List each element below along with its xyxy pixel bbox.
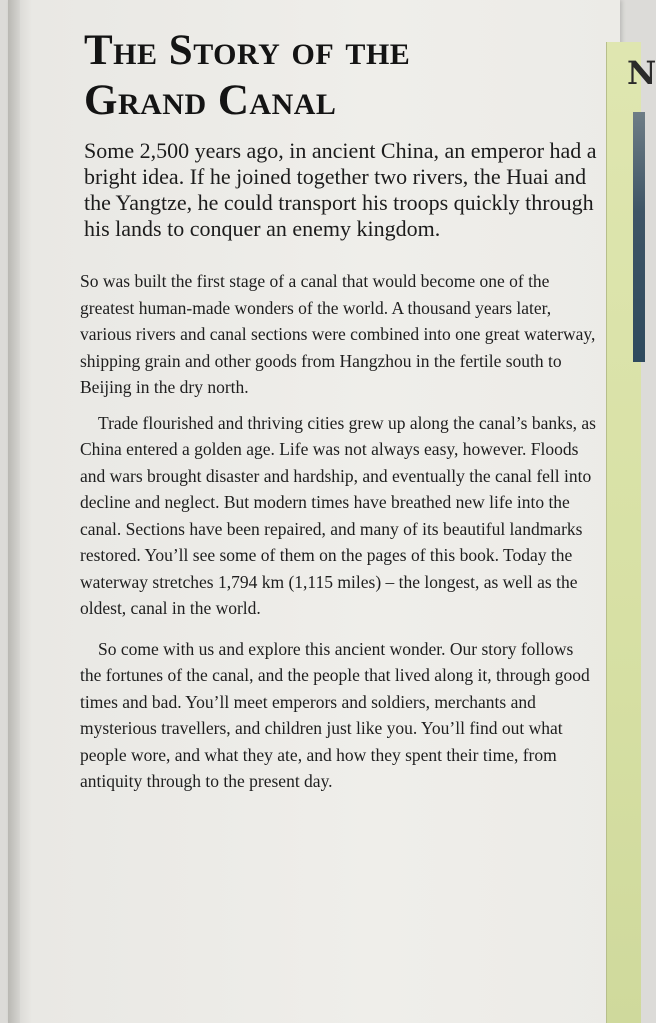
title-line-1: The Story of the — [84, 27, 411, 74]
page-gutter — [8, 0, 20, 1023]
title-line-2: Grand Canal — [84, 77, 337, 124]
body-paragraph-1: So was built the first stage of a canal that would become one of the greatest human-made wonders of the world. A thousand years later, various rivers and canal sections were combined into one great waterway, shipping grain and other goods from Hangzhou in the fertile south to Beijing in the dry north. — [80, 271, 596, 397]
intro-paragraph: Some 2,500 years ago, in ancient China, an emperor had a bright idea. If he joined together two rivers, the Huai and the Yangtze, he could transport his troops quickly through his lands to conquer an enemy kingdom. — [84, 138, 597, 241]
article — [74, 26, 599, 795]
next-page-edge — [606, 42, 656, 1023]
body-paragraph-2: Trade flourished and thriving cities grew up along the canal’s banks, as China entered a golden age. Life was not always easy, however. Floods and wars brought disaster and hardship, and eventually the canal fell into decline and neglect. But modern times have breathed new life into the canal. Sections have been repaired, and many of its beautiful landmarks restored. You’ll see some of them on the pages of this book. Today the waterway stretches 1,794 km (1,115 miles) – the longest, as well as the oldest, canal in the world. — [80, 412, 596, 618]
next-page-photo — [633, 112, 645, 362]
next-page-heading-letter: N — [627, 54, 656, 92]
page-title — [84, 26, 599, 126]
body-paragraph-3: So come with us and explore this ancient wonder. Our story follows the fortunes of the canal, and the people that lived along it, through good times and bad. You’ll meet emperors and soldiers, merchants and mysterious travellers, and children just like you. You’ll find out what people wore, and what they ate, and how they spent their time, from antiquity through to the present day. — [80, 638, 590, 791]
